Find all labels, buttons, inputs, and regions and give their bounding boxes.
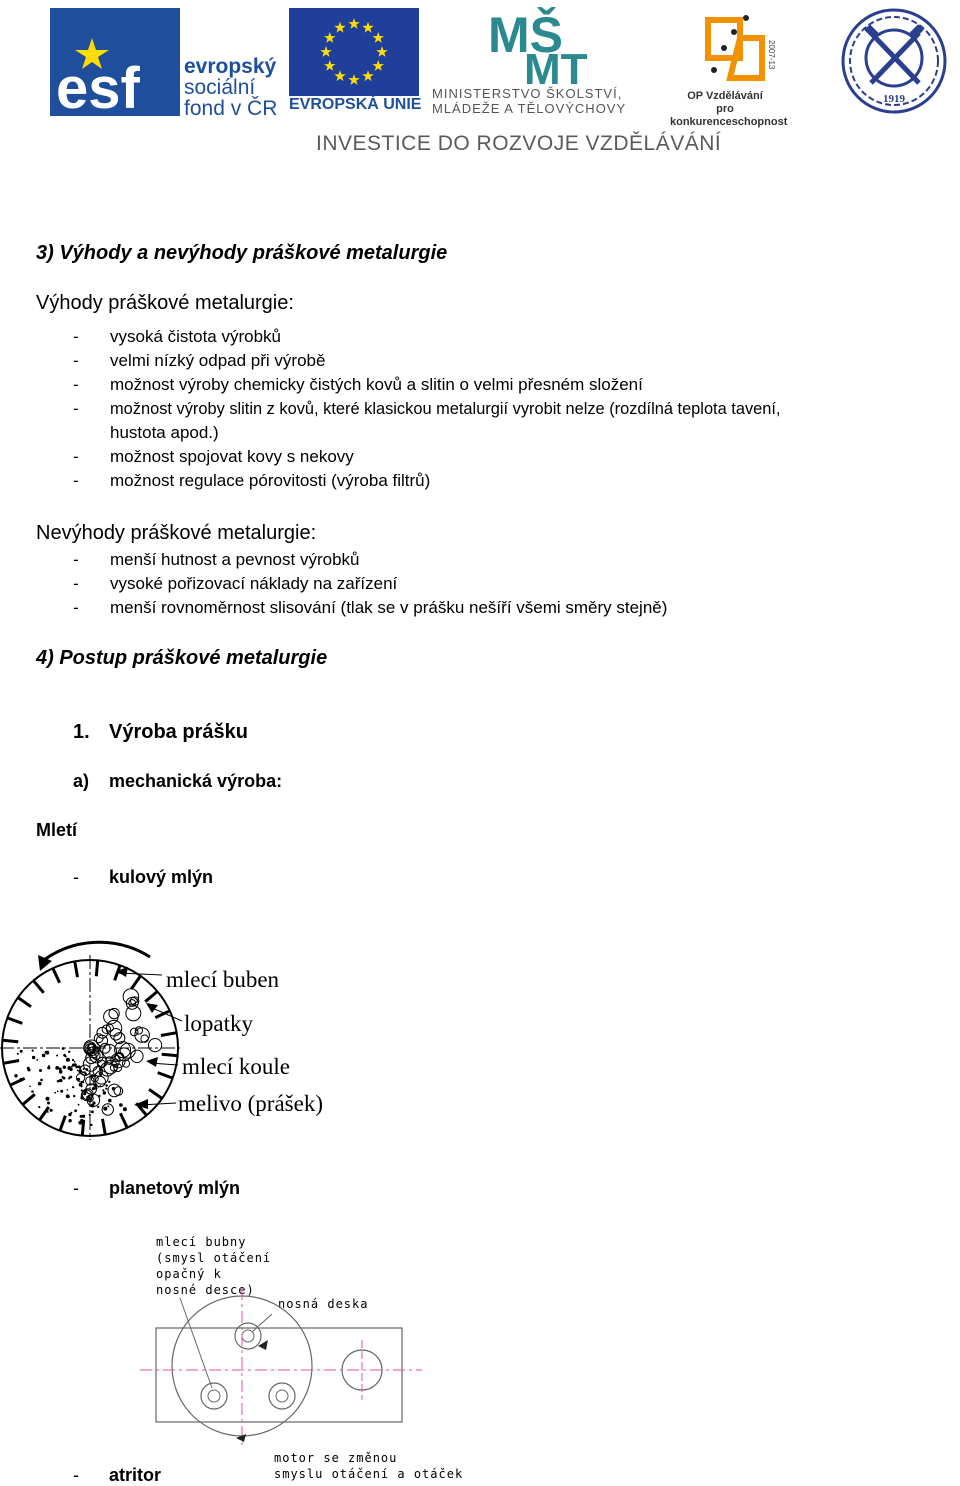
mill-powder-dot: [91, 1074, 94, 1077]
mill-powder-dot: [92, 1101, 95, 1104]
eu-caption: EVROPSKÁ UNIE: [289, 96, 422, 113]
planetary-mill-item: planetový mlýn: [109, 1178, 241, 1198]
list-item: - vysoké pořizovací náklady na zařízení: [73, 572, 953, 596]
mill-powder-dot: [50, 1109, 53, 1112]
mill-powder-dot: [56, 1055, 58, 1057]
mill-powder-dot: [107, 1105, 109, 1107]
mill-powder-dot: [123, 1107, 127, 1111]
label-drums-3: opačný k: [156, 1267, 222, 1281]
mill-powder-dot: [105, 1088, 107, 1090]
mill-paddle: [149, 1089, 162, 1098]
disadvantages-list: [73, 548, 953, 623]
mill-powder-dot: [98, 1086, 100, 1088]
mill-paddle: [53, 968, 60, 983]
mill-powder-dot: [99, 1066, 101, 1068]
svg-text:MŠ: MŠ: [488, 7, 563, 63]
mill-powder-dot: [105, 1084, 107, 1086]
ball-mill-diagram: [0, 935, 360, 1145]
label-balls: mlecí koule: [182, 1054, 290, 1079]
mill-powder-dot: [74, 1061, 76, 1063]
mill-powder-dot: [70, 1112, 72, 1114]
mill-paddle: [60, 1116, 66, 1131]
milling-heading: Mletí: [36, 820, 78, 840]
mill-powder-dot: [78, 1066, 81, 1069]
list-dash: -: [73, 867, 79, 887]
mill-powder-dot: [73, 1063, 76, 1066]
mill-powder-dot: [62, 1047, 65, 1050]
list-item-text: možnost výroby chemicky čistých kovů a slitin o velmi přesném složení: [110, 375, 643, 394]
mill-powder-dot: [32, 1056, 35, 1059]
list-item-text: menší hutnost a pevnost výrobků: [110, 550, 360, 569]
list-item: - menší rovnoměrnost slisování (tlak se v prášku nešíří všemi směry stejně): [73, 596, 953, 620]
mill-ball: [104, 1010, 118, 1024]
mill-ball: [141, 1035, 148, 1042]
mill-paddle: [3, 1061, 19, 1064]
mill-powder-dot: [68, 1096, 70, 1098]
list-item: - velmi nízký odpad při výrobě: [73, 349, 953, 373]
mill-powder-dot: [47, 1102, 50, 1105]
mill-powder-dot: [59, 1070, 63, 1074]
mill-powder-dot: [103, 1107, 107, 1111]
mill-powder-dot: [82, 1115, 85, 1118]
mill-paddle: [96, 960, 97, 976]
advantages-list: [73, 325, 960, 495]
mill-paddle: [18, 998, 31, 1007]
op-years: 2007-13: [767, 40, 776, 70]
mill-powder-dot: [77, 1070, 79, 1072]
mill-powder-dot: [36, 1059, 38, 1061]
list-item-text: vysoké pořizovací náklady na zařízení: [110, 574, 398, 593]
mill-powder-dot: [29, 1086, 31, 1088]
mill-powder-dot: [68, 1119, 71, 1122]
mill-paddle: [145, 991, 157, 1001]
mill-powder-dot: [20, 1078, 22, 1080]
advantages-title: Výhody práškové metalurgie:: [36, 292, 294, 314]
mill-powder-dot: [55, 1066, 59, 1070]
list-item: - možnost výroby chemicky čistých kovů a slitin o velmi přesném složení: [73, 373, 953, 397]
svg-text:esf: esf: [56, 56, 140, 116]
mill-powder-dot: [63, 1066, 66, 1069]
list-item: - možnost spojovat kovy s nekovy: [73, 445, 953, 469]
svg-text:MT: MT: [524, 45, 588, 84]
mill-powder-dot: [42, 1054, 46, 1058]
mill-powder-dot: [73, 1095, 75, 1097]
list-item-text: velmi nízký odpad při výrobě: [110, 351, 326, 370]
attritor-item: atritor: [109, 1465, 162, 1485]
esf-line-2: sociální: [184, 76, 256, 99]
mill-powder-dot: [78, 1121, 82, 1125]
mill-powder-dot: [81, 1089, 83, 1091]
mill-powder-dot: [63, 1077, 66, 1080]
label-powder: melivo (prášek): [178, 1091, 323, 1116]
header-banner: INVESTICE DO ROZVOJE VZDĚLÁVÁNÍ: [316, 132, 722, 155]
mill-powder-dot: [38, 1082, 42, 1086]
mill-powder-dot: [59, 1079, 63, 1083]
mill-powder-dot: [108, 1081, 110, 1083]
ball-mill-item: kulový mlýn: [109, 867, 214, 887]
list-dash: -: [73, 1178, 79, 1198]
msmt-line-2: MLÁDEŽE A TĚLOVÝCHOVY: [432, 101, 627, 116]
mill-powder-dot: [82, 1071, 84, 1073]
mill-powder-dot: [85, 1068, 88, 1071]
mill-powder-dot: [39, 1069, 42, 1072]
mill-paddle: [131, 976, 140, 989]
list-item-continuation: hustota apod.): [110, 423, 219, 442]
mill-powder-dot: [27, 1068, 30, 1071]
mill-powder-dot: [94, 1076, 96, 1078]
mill-powder-dot: [91, 1111, 94, 1114]
school-seal-logo: [841, 8, 947, 114]
mill-paddle: [82, 1120, 83, 1136]
mill-powder-dot: [83, 1068, 85, 1070]
mill-paddle: [103, 1119, 106, 1135]
mill-powder-dot: [38, 1106, 40, 1108]
esf-line-1: evropský: [184, 55, 277, 78]
mill-powder-dot: [67, 1089, 69, 1091]
mill-ball: [126, 1006, 141, 1021]
mill-powder-dot: [66, 1058, 70, 1062]
mill-paddle: [2, 1040, 18, 1041]
sub-letter: a): [73, 771, 90, 791]
mill-powder-dot: [57, 1080, 60, 1083]
mill-powder-dot: [81, 1081, 83, 1083]
mill-powder-dot: [65, 1055, 67, 1057]
mill-powder-dot: [67, 1066, 71, 1070]
mill-powder-dot: [40, 1079, 43, 1082]
list-item-text: možnost výroby slitin z kovů, které klasickou metalurgií vyrobit nelze (rozdílná teplota tavení,: [110, 400, 781, 418]
mill-powder-dot: [98, 1095, 100, 1097]
list-item-text: možnost regulace pórovitosti (výroba filtrů): [110, 471, 431, 490]
mill-powder-dot: [17, 1053, 19, 1055]
mill-powder-dot: [99, 1067, 102, 1070]
label-motor-1: motor se změnou: [274, 1451, 398, 1465]
mill-paddle: [10, 1078, 25, 1085]
mill-powder-dot: [78, 1069, 82, 1073]
mill-paddle: [7, 1018, 22, 1024]
section-4-title: 4) Postup práškové metalurgie: [36, 647, 328, 669]
label-paddles: lopatky: [184, 1011, 253, 1036]
mill-powder-dot: [89, 1114, 91, 1116]
mill-powder-dot: [74, 1109, 77, 1112]
mill-powder-dot: [69, 1076, 72, 1079]
sub-title: mechanická výroba:: [109, 771, 283, 791]
list-item-text: možnost spojovat kovy s nekovy: [110, 447, 354, 466]
label-plate: nosná deska: [278, 1297, 369, 1311]
mill-paddle: [40, 1107, 49, 1120]
mill-ball: [114, 1087, 123, 1096]
disadvantages-title: Nevýhody práškové metalurgie:: [36, 522, 317, 544]
mill-powder-dot: [93, 1083, 97, 1087]
esf-logo: [50, 8, 180, 116]
section-3-title: 3) Výhody a nevýhody práškové metalurgie: [36, 242, 448, 264]
msmt-logo: [488, 6, 608, 84]
list-item: - menší hutnost a pevnost výrobků: [73, 548, 953, 572]
op-line-2: pro konkurenceschopnost: [670, 103, 788, 128]
mill-paddle: [33, 981, 43, 993]
esf-line-3: fond v ČR: [184, 97, 278, 120]
mill-powder-dot: [89, 1096, 91, 1098]
label-motor-2: smyslu otáčení a otáček: [274, 1467, 464, 1481]
mill-powder-dot: [72, 1059, 74, 1061]
mill-powder-dot: [59, 1068, 62, 1071]
mill-powder-dot: [79, 1083, 83, 1087]
mill-powder-dot: [84, 1089, 88, 1093]
mill-powder-dot: [14, 1074, 17, 1077]
mill-powder-dot: [112, 1087, 115, 1090]
mill-paddle: [120, 1113, 127, 1128]
mill-powder-dot: [45, 1051, 48, 1054]
mill-powder-dot: [32, 1050, 34, 1052]
list-dash: -: [73, 1465, 79, 1485]
mill-powder-dot: [47, 1111, 49, 1113]
mill-ball: [149, 1039, 162, 1052]
op-line-1: OP Vzdělávání: [687, 90, 763, 102]
step-number: 1.: [73, 721, 90, 743]
mill-paddle: [75, 961, 78, 977]
mill-powder-dot: [84, 1073, 87, 1076]
label-drums-1: mlecí bubny: [156, 1235, 247, 1249]
header-logos: [0, 0, 960, 165]
list-item: - vysoká čistota výrobků: [73, 325, 953, 349]
mill-powder-dot: [99, 1072, 102, 1075]
mill-powder-dot: [102, 1089, 104, 1091]
op-caption: [670, 90, 788, 129]
mill-powder-dot: [103, 1091, 106, 1094]
mill-powder-dot: [72, 1086, 74, 1088]
eu-flag-logo: [289, 8, 419, 96]
list-item-text: menší rovnoměrnost slisování (tlak se v prášku nešíří všemi směry stejně): [110, 598, 668, 617]
seal-year: 1919: [883, 93, 905, 105]
mill-powder-dot: [60, 1090, 63, 1093]
mill-powder-dot: [86, 1096, 88, 1098]
label-mill-drum: mlecí buben: [166, 967, 280, 992]
mill-powder-dot: [31, 1090, 34, 1093]
list-item: - možnost regulace pórovitosti (výroba filtrů): [73, 469, 953, 493]
mill-powder-dot: [54, 1092, 56, 1094]
mill-powder-dot: [20, 1050, 23, 1053]
mill-powder-dot: [92, 1087, 95, 1090]
mill-powder-dot: [68, 1051, 70, 1053]
mill-powder-dot: [57, 1090, 59, 1092]
mill-powder-dot: [80, 1096, 83, 1099]
label-drums-2: (smysl otáčení: [156, 1251, 272, 1265]
mill-powder-dot: [77, 1078, 80, 1081]
planetary-mill-diagram: [140, 1228, 470, 1484]
mill-powder-dot: [47, 1066, 50, 1069]
msmt-caption: [432, 86, 626, 116]
label-drums-4: nosné desce): [156, 1283, 255, 1297]
mill-powder-dot: [90, 1124, 92, 1126]
step-title: Výroba prášku: [109, 721, 248, 743]
mill-powder-dot: [97, 1106, 99, 1108]
list-item: - možnost výroby slitin z kovů, které klasickou metalurgií vyrobit nelze (rozdílná teplota tavení,: [73, 397, 960, 421]
msmt-line-1: MINISTERSTVO ŠKOLSTVÍ,: [432, 86, 623, 101]
mill-powder-dot: [119, 1103, 123, 1107]
mill-powder-dot: [108, 1099, 112, 1103]
mill-paddle: [161, 1033, 177, 1036]
mill-powder-dot: [78, 1104, 80, 1106]
mill-paddle: [23, 1094, 35, 1104]
mill-paddle: [162, 1054, 178, 1055]
mill-paddle: [158, 1073, 173, 1079]
esf-text: [184, 56, 277, 119]
mill-powder-dot: [46, 1097, 50, 1101]
mill-powder-dot: [100, 1085, 102, 1087]
list-item-text: vysoká čistota výrobků: [110, 327, 282, 346]
